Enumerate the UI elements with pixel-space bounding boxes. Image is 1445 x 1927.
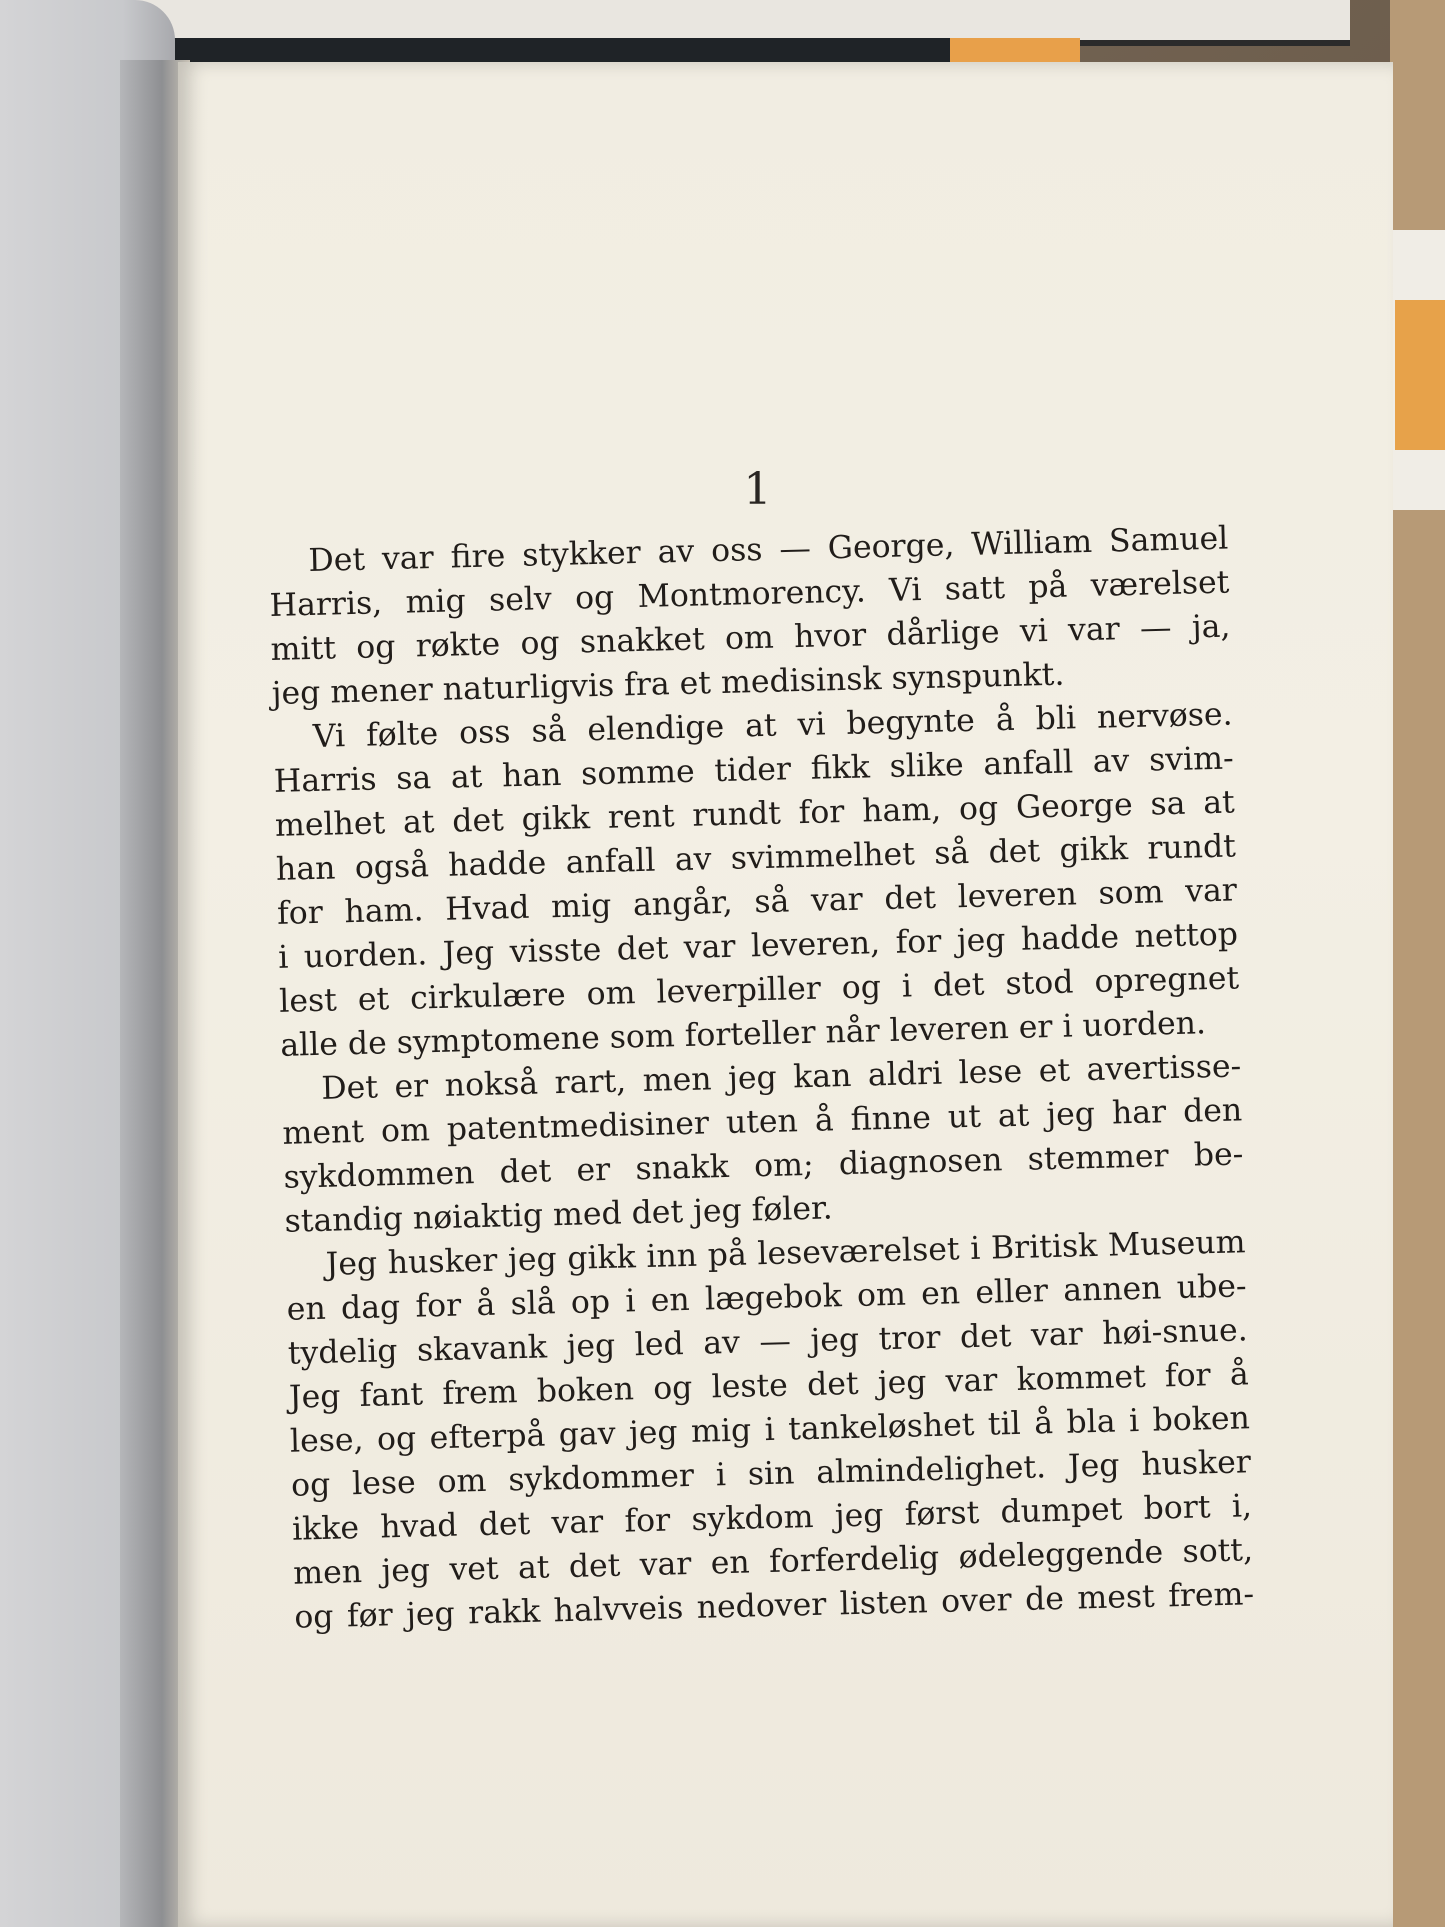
page-text bbox=[268, 517, 1255, 1640]
text-line: melhet at det gikk rent rundt for ham, og George sa at bbox=[274, 784, 1236, 844]
text-line: standig nøiaktig med det jeg føler. bbox=[284, 1190, 834, 1240]
text-line: for ham. Hvad mig angår, så var det leveren som var bbox=[276, 872, 1238, 932]
text-line: og før jeg rakk halvveis nedover listen over de mest frem- bbox=[293, 1576, 1255, 1636]
text-line: Jeg fant frem boken og leste det jeg var kommet for å bbox=[288, 1356, 1250, 1416]
background-right-orange bbox=[1395, 300, 1445, 450]
text-line: Vi følte oss så elendige at vi begynte å bli nervøse. bbox=[312, 696, 1233, 755]
text-line: alle de symptomene som forteller når leveren er i uorden. bbox=[279, 1005, 1207, 1064]
text-line: Jeg husker jeg gikk inn på leseværelset i Britisk Museum bbox=[325, 1224, 1246, 1283]
text-line: jeg mener naturligvis fra et medisinsk synspunkt. bbox=[271, 656, 1065, 712]
text-line: Det er nokså rart, men jeg kan aldri lese et avertisse- bbox=[320, 1048, 1242, 1107]
text-line: men jeg vet at det var en forferdelig ødeleggende sott, bbox=[292, 1532, 1254, 1592]
chapter-number: 1 bbox=[743, 464, 772, 515]
text-line: sykdommen det er snakk om; diagnosen stemmer be- bbox=[283, 1136, 1244, 1196]
text-line: tydelig skavank jeg led av — jeg tror det var høi-snue. bbox=[287, 1312, 1249, 1372]
text-line: i uorden. Jeg visste det var leveren, for jeg hadde nettop bbox=[277, 916, 1239, 976]
text-line: lest et cirkulære om leverpiller og i det stod opregnet bbox=[278, 960, 1240, 1020]
text-line: mitt og røkte og snakket om hvor dårlige vi var — ja, bbox=[270, 608, 1231, 668]
text-line: lese, og efterpå gav jeg mig i tankeløshet til å bla i boken bbox=[289, 1400, 1251, 1460]
text-line: ikke hvad det var for sykdom jeg først dumpet bort i, bbox=[291, 1488, 1253, 1548]
text-line: en dag for å slå op i en lægebok om en eller annen ube- bbox=[286, 1268, 1247, 1328]
text-line: Det var fire stykker av oss — George, William Samuel bbox=[308, 520, 1229, 580]
text-line: Harris sa at han somme tider fikk slike anfall av svim- bbox=[273, 740, 1235, 800]
text-line: ment om patentmedisiner uten å finne ut at jeg har den bbox=[282, 1092, 1243, 1152]
text-line: og lese om sykdommer i sin almindelighet. Jeg husker bbox=[290, 1444, 1252, 1504]
text-line: han også hadde anfall av svimmelhet så det gikk rundt bbox=[275, 828, 1237, 888]
text-line: Harris, mig selv og Montmorency. Vi satt på værelset bbox=[269, 564, 1230, 624]
